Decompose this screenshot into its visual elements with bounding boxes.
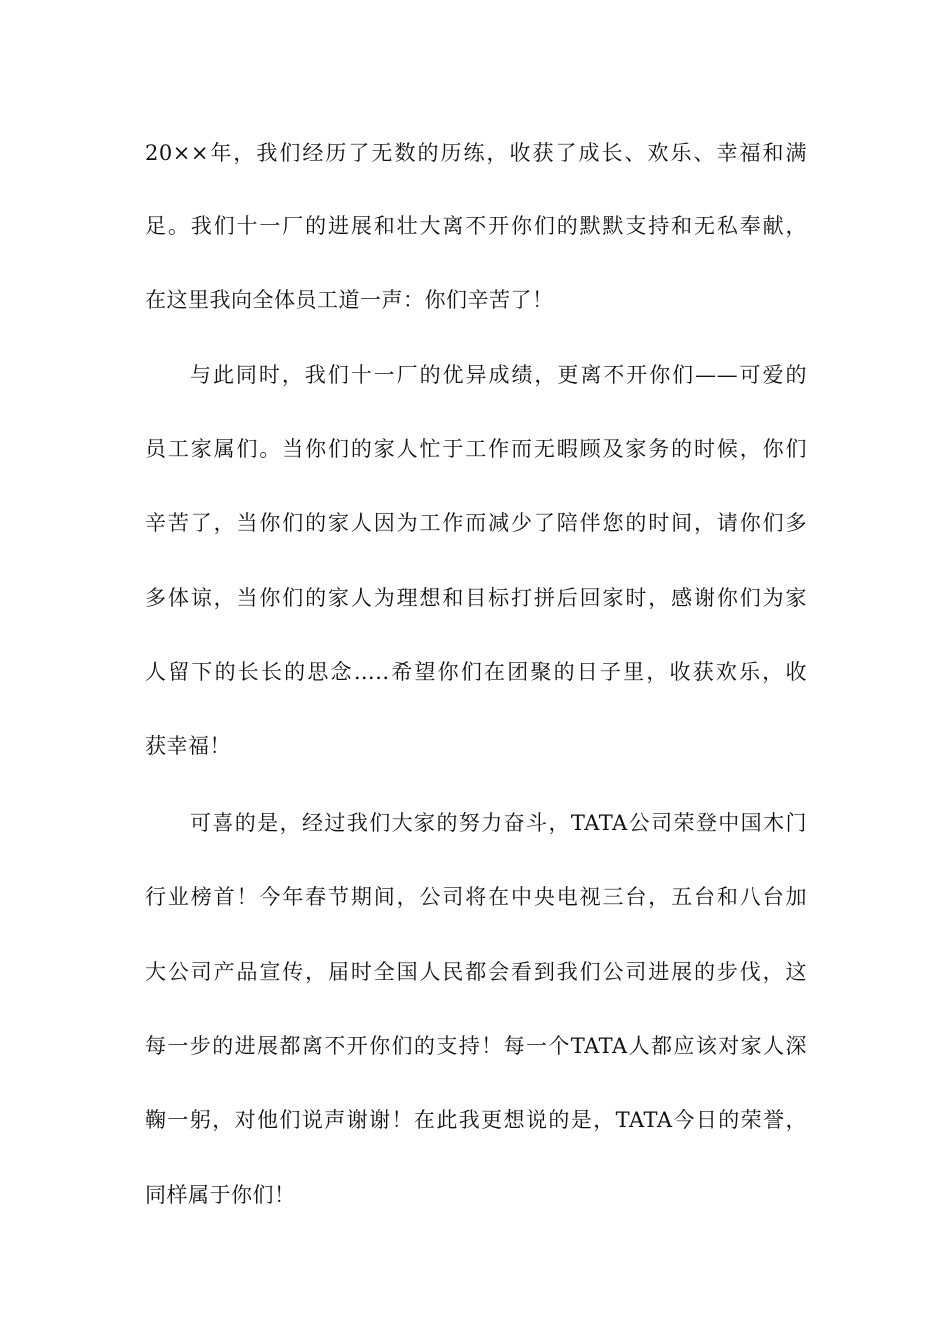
paragraph-2-line-1: 与此同时，我们十一厂的优异成绩，更离不开你们——可爱的 <box>190 363 807 387</box>
paragraph-2-line-4: 多体谅，当你们的家人为理想和目标打拼后回家时，感谢你们为家 <box>145 586 807 610</box>
paragraph-2-line-2: 员工家属们。当你们的家人忙于工作而无暇顾及家务的时候，你们 <box>145 437 807 461</box>
paragraph-1-line-3: 在这里我向全体员工道一声：你们辛苦了！ <box>145 288 554 312</box>
paragraph-3-line-6: 同样属于你们！ <box>145 1183 296 1207</box>
paragraph-3-line-4: 每一步的进展都离不开你们的支持！每一个TATA人都应该对家人深 <box>145 1034 807 1058</box>
paragraph-3-line-5: 鞠一躬，对他们说声谢谢！在此我更想说的是，TATA今日的荣誉， <box>145 1108 807 1132</box>
paragraph-2-line-6: 获幸福！ <box>145 734 231 758</box>
paragraph-1-line-1: 20××年，我们经历了无数的历练，收获了成长、欢乐、幸福和满 <box>145 141 807 165</box>
paragraph-3-line-2: 行业榜首！今年春节期间，公司将在中央电视三台，五台和八台加 <box>145 885 807 909</box>
paragraph-1-line-2: 足。我们十一厂的进展和壮大离不开你们的默默支持和无私奉献， <box>145 214 807 238</box>
paragraph-3-line-3: 大公司产品宣传，届时全国人民都会看到我们公司进展的步伐，这 <box>145 960 807 984</box>
paragraph-3-line-1: 可喜的是，经过我们大家的努力奋斗，TATA公司荣登中国木门 <box>190 811 807 835</box>
paragraph-2-line-5: 人留下的长长的思念…..希望你们在团聚的日子里，收获欢乐，收 <box>145 660 807 684</box>
paragraph-2-line-3: 辛苦了，当你们的家人因为工作而减少了陪伴您的时间，请你们多 <box>145 511 807 535</box>
